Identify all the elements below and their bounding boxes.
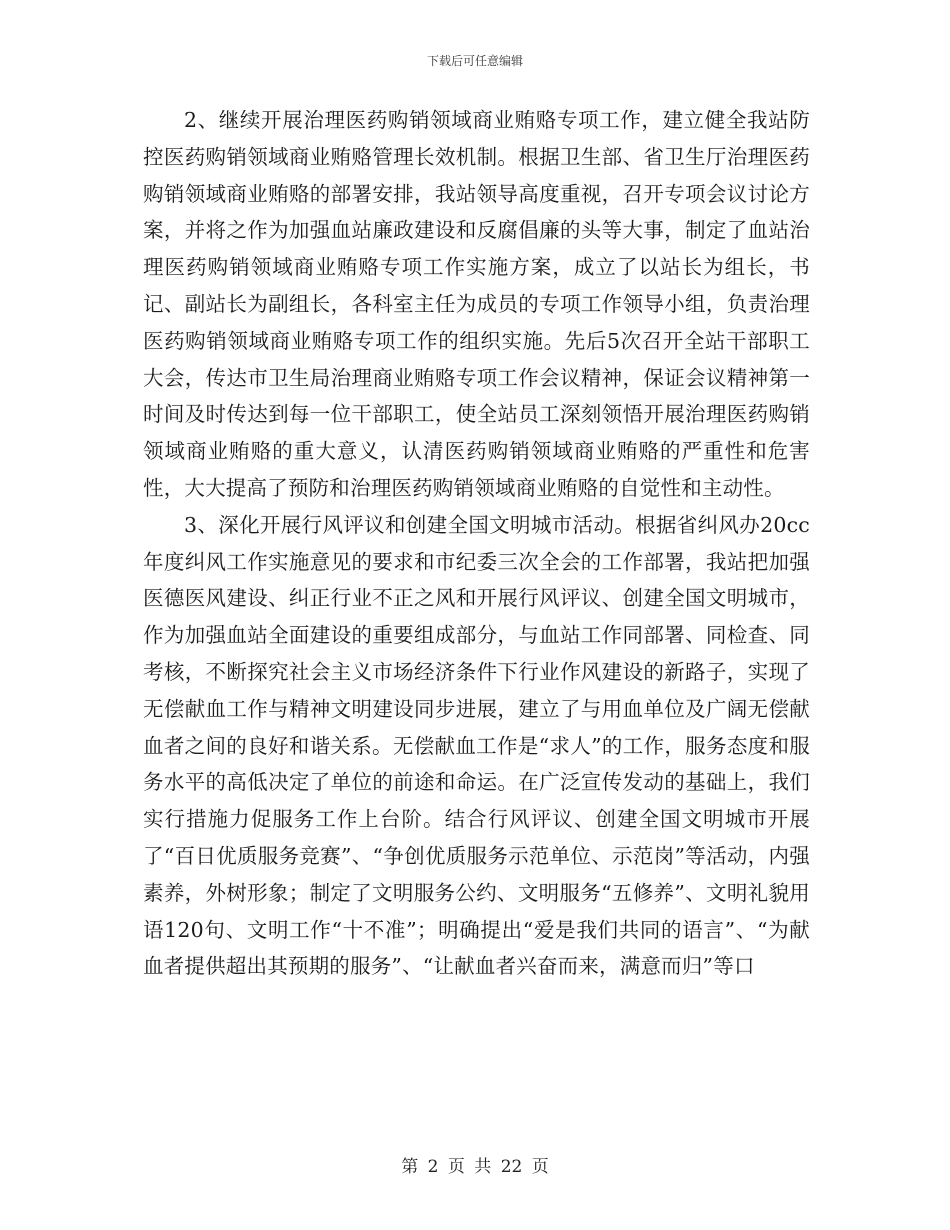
paragraph-item-2: 2、继续开展治理医药购销领域商业贿赂专项工作，建立健全我站防控医药购销领域商业贿赂管理长效机制。根据卫生部、省卫生厅治理医药购销领域商业贿赂的部署安排，我站领导高度重视，召开专项会议讨论方案，并将之作为加强血站廉政建设和反腐倡廉的头等大事，制定了血站治理医药购销领域商业贿赂专项工作实施方案，成立了以站长为组长，书记、副站长为副组长，各科室主任为成员的专项工作领导小组，负责治理医药购销领域商业贿赂专项工作的组织实施。先后5次召开全站干部职工大会，传达市卫生局治理商业贿赂专项工作会议精神，保证会议精神第一时间及时传达到每一位干部职工，使全站员工深刻领悟开展治理医药购销领域商业贿赂的重大意义，认清医药购销领域商业贿赂的严重性和危害性，大大提高了预防和治理医药购销领域商业贿赂的自觉性和主动性。 (143, 108, 810, 500)
document-body (143, 102, 810, 985)
paragraph-item-3: 3、深化开展行风评议和创建全国文明城市活动。根据省纠风办20cc年度纠风工作实施意见的要求和市纪委三次全会的工作部署，我站把加强医德医风建设、纠正行业不正之风和开展行风评议、创建全国文明城市，作为加强血站全面建设的重要组成部分，与血站工作同部署、同检查、同考核，不断探究社会主义市场经济条件下行业作风建设的新路子，实现了无偿献血工作与精神文明建设同步进展，建立了与用血单位及广阔无偿献血者之间的良好和谐关系。无偿献血工作是“求人”的工作，服务态度和服务水平的高低决定了单位的前途和命运。在广泛宣传发动的基础上，我们实行措施力促服务工作上台阶。结合行风评议、创建全国文明城市开展了“百日优质服务竞赛”、“争创优质服务示范单位、示范岗”等活动，内强素养，外树形象；制定了文明服务公约、文明服务“五修养”、文明礼貌用语120句、文明工作“十不准”；明确提出“爱是我们共同的语言”、“为献血者提供超出其预期的服务”、“让献血者兴奋而来，满意而归”等口 (143, 512, 810, 979)
page-header-note: 下载后可任意编辑 (426, 54, 523, 68)
page-number-footer: 第 2 页 共 22 页 (401, 1157, 549, 1177)
